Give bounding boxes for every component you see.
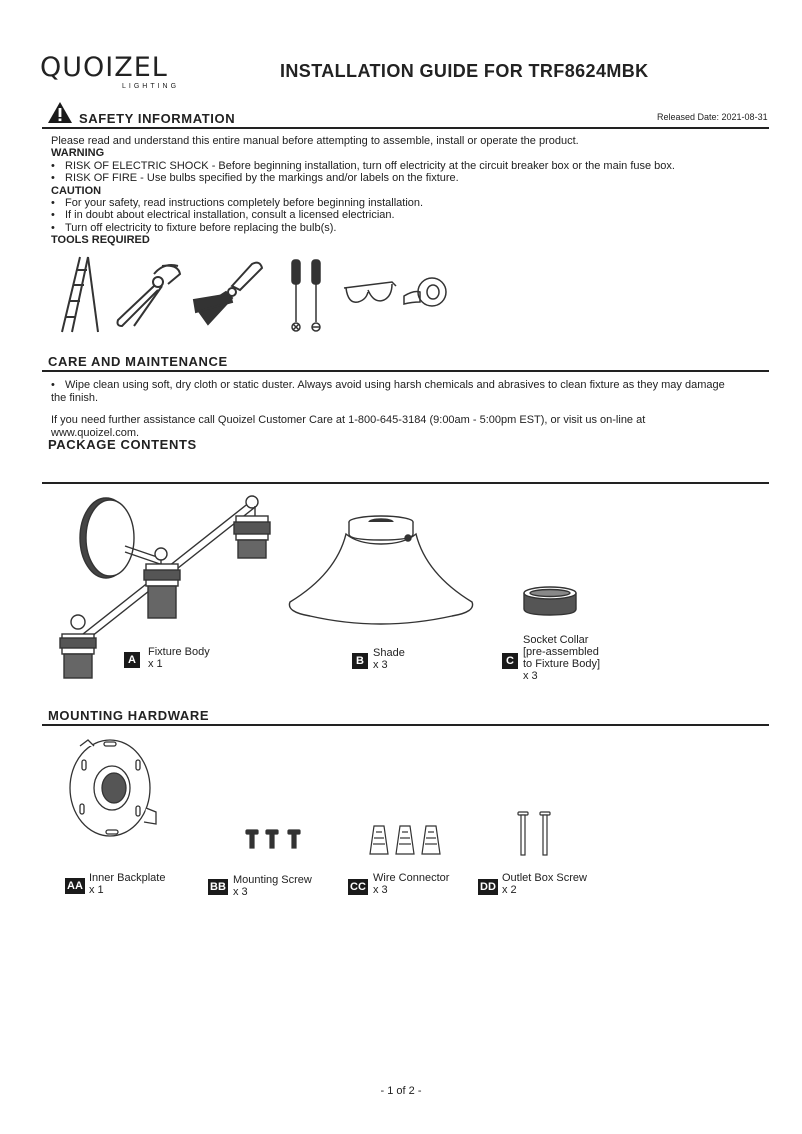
section-divider [42,482,769,484]
section-divider [42,127,769,129]
hardware-section-title: MOUNTING HARDWARE [48,708,210,723]
shade-illustration [286,512,476,632]
item-name: Mounting Screw [233,874,312,886]
item-letter-badge: AA [65,878,85,894]
page-title: INSTALLATION GUIDE FOR TRF8624MBK [280,61,649,81]
brand-logo [40,52,185,90]
caution-label: CAUTION [51,184,102,197]
pliers-icon [114,260,184,330]
caution-item: • If in doubt about electrical installation, consult a licensed electrician. [51,209,395,222]
item-quantity: x 1 [89,884,104,896]
item-quantity: x 3 [373,659,388,671]
item-name: Wire Connector [373,872,450,884]
item-quantity: x 2 [502,884,517,896]
warning-triangle-icon [47,101,73,124]
item-quantity: x 3 [523,670,538,682]
wire-connectors-illustration [368,824,444,858]
safety-intro: Please read and understand this entire manual before attempting to assemble, install or operate the product. [51,135,579,147]
care-item-continued: the finish. [51,391,99,404]
website-link[interactable]: www.quoizel.com. [51,426,140,439]
safety-section-title: SAFETY INFORMATION [79,111,236,126]
released-date: Released Date: 2021-08-31 [657,112,768,122]
mounting-screws-illustration [244,828,304,852]
safety-glasses-icon [342,280,398,308]
item-name: Outlet Box Screw [502,872,587,884]
item-letter-badge: A [124,652,140,668]
package-section-title: PACKAGE CONTENTS [48,437,197,452]
care-section-title: CARE AND MAINTENANCE [48,354,228,369]
care-text-block [51,379,771,439]
item-quantity: x 1 [148,658,163,670]
item-letter-badge: CC [348,879,368,895]
item-name-line: Socket Collar [523,634,589,646]
logo-wordmark: QUOIZEL [40,52,168,83]
safety-text-block [51,135,771,247]
inner-backplate-illustration [62,734,162,842]
tools-label: TOOLS REQUIRED [51,234,150,247]
care-item: • Wipe clean using soft, dry cloth or static duster. Always avoid using harsh chemicals and abrasives to clean fixture as they may damage [51,379,725,391]
contact-info: If you need further assistance call Quoizel Customer Care at 1-800-645-3184 (9:00am - 5:00pm EST), or visit us on-line at [51,414,646,427]
item-name: Shade [373,647,405,659]
outlet-box-screws-illustration [514,810,554,856]
screwdrivers-icon [288,258,328,334]
item-name: Fixture Body [148,646,210,658]
warning-item: • RISK OF FIRE - Use bulbs specified by the markings and/or labels on the fixture. [51,172,459,185]
warning-label: WARNING [51,147,105,160]
caution-item: • Turn off electricity to fixture before replacing the bulb(s). [51,221,337,234]
page-number: - 1 of 2 - [380,1085,422,1097]
item-letter-badge: C [502,653,518,669]
item-letter-badge: DD [478,879,498,895]
logo-subtext: LIGHTING [122,83,180,90]
ladder-icon [58,255,100,333]
electrical-tape-icon [402,276,450,308]
wire-stripper-icon [190,258,266,330]
item-name-line: [pre-assembled [523,646,599,658]
section-divider [42,370,769,372]
item-quantity: x 3 [233,886,248,898]
socket-collar-illustration [522,585,578,617]
warning-item: • RISK OF ELECTRIC SHOCK - Before beginning installation, turn off electricity at the circuit breaker box or the main fuse box. [51,159,675,172]
item-letter-badge: BB [208,879,228,895]
item-quantity: x 3 [373,884,388,896]
item-letter-badge: B [352,653,368,669]
section-divider [42,724,769,726]
caution-item: • For your safety, read instructions completely before beginning installation. [51,197,424,210]
item-name: Inner Backplate [89,872,166,884]
item-name-line: to Fixture Body] [523,658,601,670]
